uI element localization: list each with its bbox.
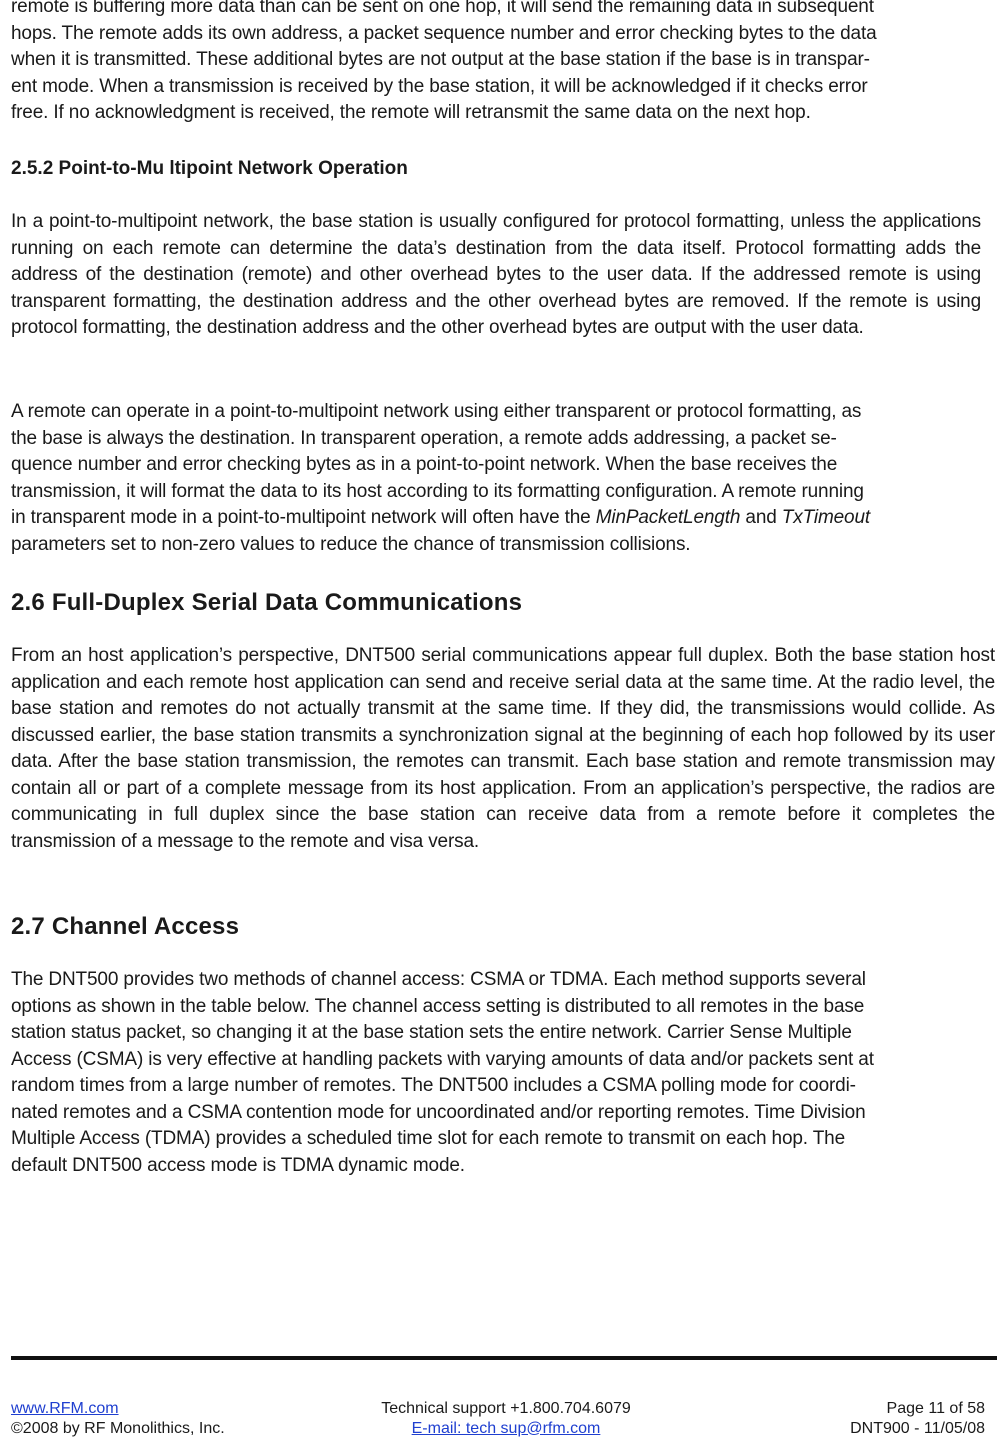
para-line: nated remotes and a CSMA contention mode for uncoordinated and/or reporting remotes. Time Division — [11, 1101, 866, 1123]
section-heading-2-7: 2.7 Channel Access — [11, 913, 240, 940]
continued-paragraph — [11, 0, 997, 127]
parameter-name: MinPacketLength — [595, 507, 741, 528]
footer-divider — [11, 1356, 997, 1360]
para-line: quence number and error checking bytes as in a point-to-point network. When the base receives the — [11, 454, 838, 475]
section-heading-2-5-2: 2.5.2 Point-to-Mu ltipoint Network Operation — [11, 158, 408, 179]
para-line: ent mode. When a transmission is received by the base station, it will be acknowledged if it checks error — [11, 75, 868, 97]
para-line: remote is buffering more data than can be sent on one hop, it will send the remaining data in subsequent — [11, 0, 874, 17]
para-line: default DNT500 access mode is TDMA dynamic mode. — [11, 1154, 465, 1176]
para-line: when it is transmitted. These additional bytes are not output at the base station if the base is in transpar- — [11, 49, 870, 70]
document-id: DNT900 - 11/05/08 — [850, 1419, 985, 1437]
para-line: hops. The remote adds its own address, a packet sequence number and error checking bytes to the data — [11, 22, 877, 44]
para-line: transmission, it will format the data to its host according to its formatting configuration. A remote running — [11, 480, 864, 502]
para-line: free. If no acknowledgment is received, the remote will retransmit the same data on the next hop. — [11, 102, 811, 123]
section-heading-2-6: 2.6 Full-Duplex Serial Data Communications — [11, 589, 523, 616]
para-line: Access (CSMA) is very effective at handling packets with varying amounts of data and/or packets sent at — [11, 1048, 874, 1070]
para-line: parameters set to non-zero values to reduce the chance of transmission collisions. — [11, 533, 691, 555]
para-line: A remote can operate in a point-to-multipoint network using either transparent or protocol formatting, as — [11, 401, 862, 422]
footer-right — [671, 1399, 985, 1438]
page-number: Page 11 of 58 — [886, 1400, 985, 1417]
parameter-name: TxTimeout — [781, 507, 871, 528]
support-phone: Technical support +1.800.704.6079 — [381, 1400, 631, 1417]
para-line — [11, 505, 991, 532]
para-line: the base is always the destination. In transparent operation, a remote adds addressing, a packet se- — [11, 427, 837, 449]
para-line: station status packet, so changing it at the base station sets the entire network. Carrier Sense Multiple — [11, 1022, 852, 1043]
footer-left — [11, 1399, 341, 1438]
para-line: The DNT500 provides two methods of channel access: CSMA or TDMA. Each method supports several — [11, 969, 866, 990]
para-line: options as shown in the table below. The channel access setting is distributed to all remotes in the base — [11, 995, 865, 1017]
section-2-7-paragraph — [11, 967, 986, 1179]
section-2-5-2-paragraph-1: In a point-to-multipoint network, the base station is usually configured for protocol formatting, unless the applications running on each remote can determine the data’s destination from the data itself. Protocol formatting adds the address of the destination (remote) and other overhead bytes to the user data. If the addressed remote is using transparent formatting, the destination address and the other overhead bytes are removed. If the remote is using protocol formatting, the destination address and the other overhead bytes are output with the user data. — [11, 211, 981, 338]
footer-center — [341, 1399, 671, 1438]
email-link[interactable]: E-mail: tech sup@rfm.com — [411, 1419, 601, 1437]
website-link[interactable]: www.RFM.com — [11, 1400, 119, 1417]
text-run: and — [740, 507, 782, 528]
para-line: Multiple Access (TDMA) provides a scheduled time slot for each remote to transmit on each hop. The — [11, 1128, 846, 1149]
section-2-5-2-paragraph-2 — [11, 399, 991, 558]
para-line: random times from a large number of remotes. The DNT500 includes a CSMA polling mode for coordi- — [11, 1075, 856, 1096]
copyright-text: ©2008 by RF Monolithics, Inc. — [11, 1419, 225, 1437]
section-2-6-paragraph: From an host application’s perspective, DNT500 serial communications appear full duplex. Both the base station host application and each remote host application can send and receive serial data at the same time. At the radio level, the base station and remotes do not actually transmit at the same time. If they did, the transmissions would collide. As discussed earlier, the base station transmits a synchronization signal at the beginning of each hop followed by its user data. After the base station transmission, the remotes can transmit. Each base station and remote transmission may contain all or part of a complete message from its host application. From an application’s perspective, the radios are communicating in full duplex since the base station can receive data from a remote before it completes the transmission of a message to the remote and visa versa. — [11, 645, 995, 852]
text-run: in transparent mode in a point-to-multipoint network will often have the — [11, 507, 596, 528]
